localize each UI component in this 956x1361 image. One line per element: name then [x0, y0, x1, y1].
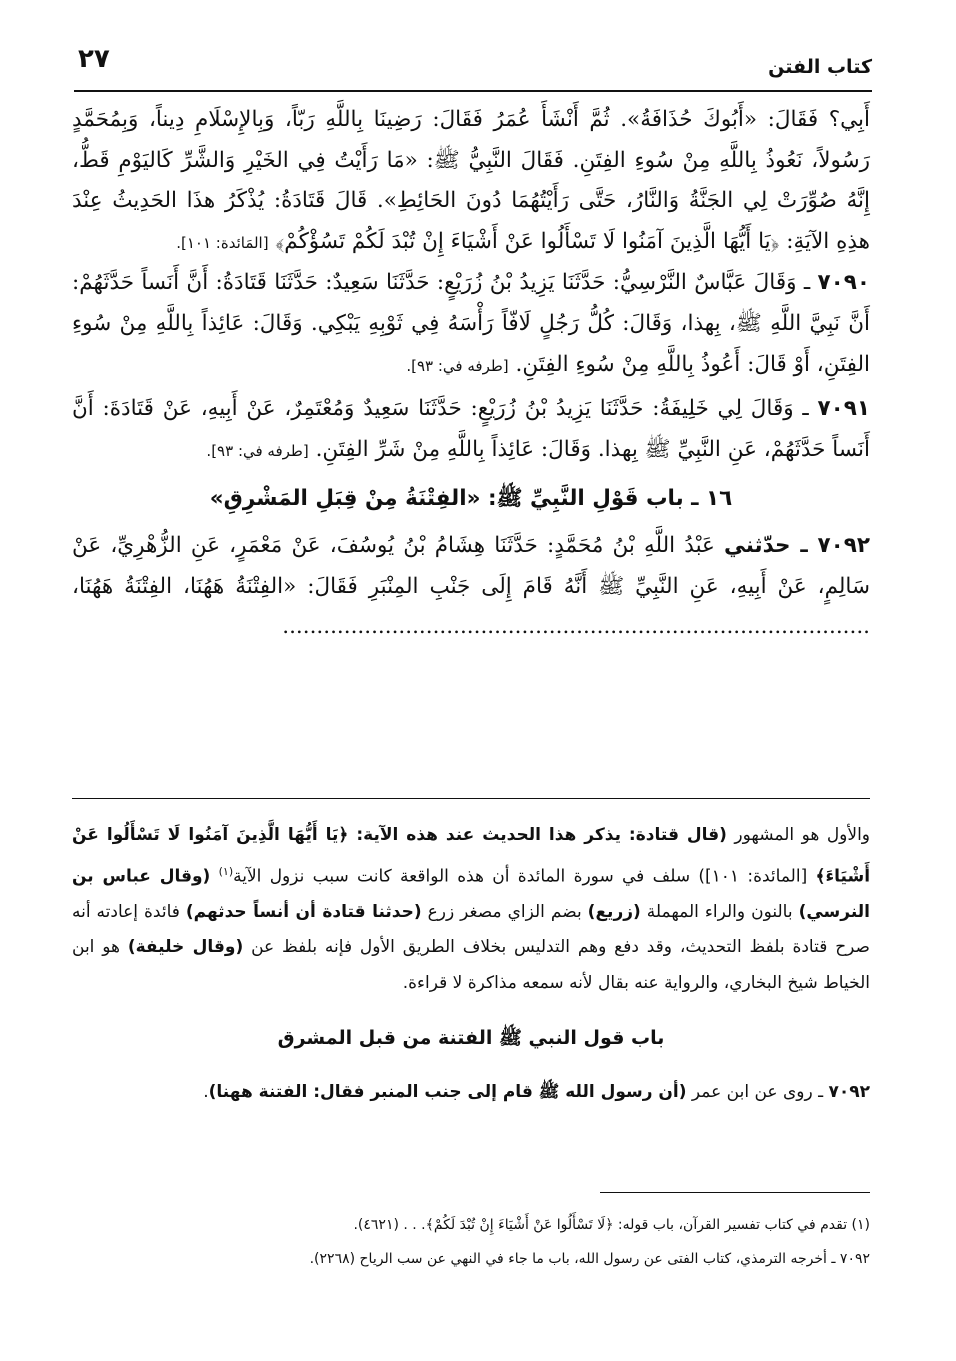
commentary-quote: (حدثنا قتادة أن أنساً حدثهم)	[185, 901, 422, 922]
hadith-text: ـ وَقَالَ عَبَّاسٌ النَّرْسِيُّ: حَدَّثَنَا يَزِيدُ بْنُ زُرَيْعٍ: حَدَّثَنَا سَعِيدٌ: حَدَّثَنَا قَتَادَةُ: أَنَّ أَنَساً حَدَّثَهُمْ: أَنَّ نَبِيَّ اللَّهِ ﷺ، بِهذا، وَقَالَ: كُلُّ رَجُلٍ لَافّاً رَأْسَهُ فِي ثَوْبِهِ يَبْكِي. وَقَالَ: عَائِذاً بِاللَّهِ مِنْ سُوءِ الفِتَنِ، أَوْ قَالَ: أَعُوذُ بِاللَّهِ مِنْ سُوءِ الفِتَنِ.	[72, 270, 870, 377]
commentary	[72, 818, 870, 1110]
commentary-quote: (أن رسول الله ﷺ قام إلى جنب المنبر فقال: الفتنة ههنا)	[208, 1081, 687, 1102]
page-header	[74, 44, 872, 92]
footnote-7092: ٧٠٩٢ ـ أخرجه الترمذي، كتاب الفتى عن رسول الله، باب ما جاء في النهي عن سب الرياح (٢٢٦٨).	[309, 1251, 870, 1267]
running-title: كتاب الفتن	[768, 56, 872, 78]
cross-reference: [طرفه في: ٩٣].	[206, 441, 309, 460]
commentary-hadith-7092	[72, 1075, 870, 1111]
cross-reference: [طرفه في: ٩٣].	[406, 356, 509, 375]
footnote-1: (١) تقدم في كتاب تفسير القرآن، باب قوله: ﴿لَا تَسْأَلُوا عَنْ أَشْيَاءَ إِنْ تُبْدَ لَكُمْ﴾. . . (٤٦٢١).	[353, 1217, 870, 1233]
commentary-text: بالنون والراء المهملة	[640, 901, 799, 922]
paragraph-continuation	[72, 100, 870, 263]
hadith-7091	[72, 389, 870, 471]
commentary-text: بضم الزاي مصغر زرع	[421, 901, 588, 922]
commentary-quote: (وقال عباس بن النرسي)	[72, 866, 870, 922]
hadith-number: ٧٠٩٠	[817, 270, 870, 296]
footnote-divider	[600, 1192, 870, 1193]
commentary-text: .	[203, 1081, 209, 1102]
commentary-text: والأول هو المشهور	[726, 825, 871, 845]
hadith-7092	[72, 526, 870, 648]
commentary-text: هو ابن الخياط شيخ البخاري، والرواية عنه بقال لأنه سمعه مذاكرة لا قراءة.	[72, 937, 870, 993]
main-text	[72, 100, 870, 648]
commentary-quote: (قال قتادة: يذكر هذا الحديث عند هذه الآية: ﴿يَا أَيُّهَا الَّذِينَ آمَنُوا لَا تَسْأَلُوا عَنْ أَشْيَاءَ﴾	[72, 825, 871, 887]
commentary-text: فائدة إعادته أنه صرح قتادة بلفظ التحديث، وقد دفع وهم التدليس بخلاف الطريق الأول فإنه بلفظ عن	[72, 901, 870, 958]
commentary-text: [المائدة: ١٠١]) سلف في سورة المائدة أن هذه الواقعة كانت سبب نزول الآية	[233, 866, 816, 887]
commentary-text	[210, 866, 218, 886]
commentary-divider	[72, 798, 870, 799]
hadith-number: ٧٠٩٢	[817, 532, 870, 558]
hadith-number: ٧٠٩١	[817, 396, 870, 422]
footnote-marker: (١)	[218, 864, 234, 878]
chapter-heading: ١٦ ـ باب قَوْلِ النَّبِيِّ ﷺ: «الفِتْنَةُ مِنْ قِبَلِ المَشْرِقِ»	[209, 486, 733, 512]
commentary-chapter-heading: باب قول النبي ﷺ الفتنة من قبل المشرق	[277, 1027, 665, 1050]
hadith-text: ـ وَقَالَ لِي خَلِيفَةُ: حَدَّثَنَا يَزِيدُ بْنُ زُرَيْعٍ: حَدَّثَنَا سَعِيدٌ وَمُعْتَمِرٌ، عَنْ أَبِيهِ، عَنْ قَتَادَةَ: أَنَّ أَنَساً حَدَّثَهُمْ، عَنِ النَّبِيِّ ﷺ بِهذا. وَقَالَ: عَائِذاً بِاللَّهِ مِنْ شَرِّ الفِتَنِ.	[72, 396, 870, 462]
page-number: ٢٧	[78, 44, 110, 74]
footnotes	[72, 1208, 870, 1276]
quran-reference: [المَائدة: ١٠١].	[176, 233, 269, 252]
commentary-paragraph	[72, 818, 870, 1001]
hadith-7090	[72, 263, 870, 386]
continuation-dots: ......................................................................................	[282, 614, 870, 640]
commentary-text: ـ روى عن ابن عمر	[686, 1081, 829, 1102]
hadith-text: عَبْدُ اللَّهِ بْنُ مُحَمَّدٍ: حَدَّثَنَا هِشَامُ بْنُ يُوسُفَ، عَنْ مَعْمَرٍ، عَنِ الزُّهْرِيِّ، عَنْ سَالِمٍ، عَنْ أَبِيهِ، عَنِ النَّبِيِّ ﷺ أَنَّهُ قَامَ إِلَى جَنْبِ المِنْبَرِ فَقَالَ: «الفِتْنَةُ هَهُنَا، الفِتْنَةُ هَهُنَا،	[72, 532, 870, 599]
paragraph-text: أَبِي؟ فَقَالَ: «أَبُوكَ حُذَافَةُ». ثُمَّ أَنْشَأَ عُمَرُ فَقَالَ: رَضِينَا بِاللَّهِ رَبّاً، وَبِالإِسْلَامِ دِيناً، وَبِمُحَمَّدٍ رَسُولاً، نَعُوذُ بِاللَّهِ مِنْ سُوءِ الفِتَنِ. فَقَالَ النَّبِيُّ ﷺ: «مَا رَأَيْتُ فِي الخَيْرِ وَالشَّرِّ كَاليَوْمِ قَطُّ، إِنَّهُ صُوِّرَتْ لِي الجَنَّةُ وَالنَّارُ، حَتَّى رَأَيْتُهُمَا دُونَ الحَائِطِ». قَالَ قَتَادَةُ: يُذْكَرُ هذَا الحَدِيثُ عِنْدَ هذِهِ الآيَةِ: ﴿يَا أَيُّهَا الَّذِينَ آمَنُوا لَا تَسْأَلُوا عَنْ أَشْيَاءَ إِنْ تُبْدَ لَكُمْ تَسُؤْكُمْ﴾	[72, 107, 870, 254]
commentary-quote: (وقال خليفة)	[127, 937, 244, 958]
hadith-lead: ـ حدّثني	[724, 532, 818, 558]
commentary-quote: (زريع)	[587, 901, 641, 922]
hadith-number: ٧٠٩٢	[828, 1081, 870, 1102]
